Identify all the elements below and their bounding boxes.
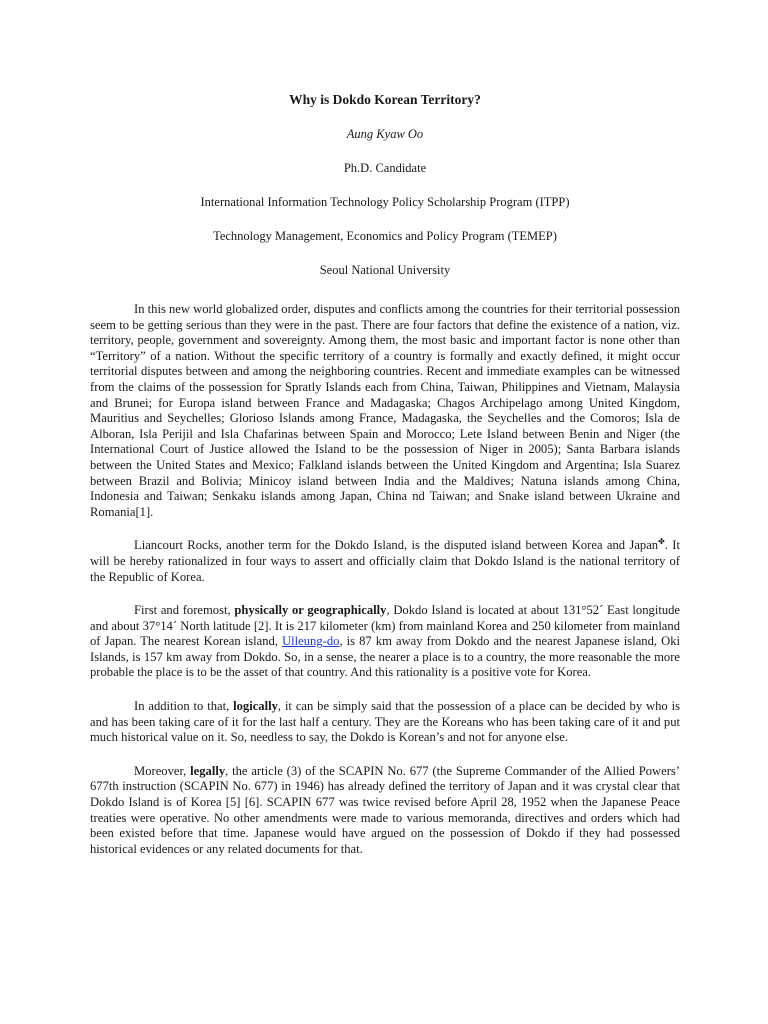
paragraph-logical (90, 699, 680, 746)
program-temep: Technology Management, Economics and Policy Program (TEMEP) (213, 229, 557, 243)
paragraph-text: Liancourt Rocks, another term for the Dokdo Island, is the disputed island between Korea and Japan (134, 538, 659, 553)
footnote-marker[interactable]: ✤ (658, 537, 665, 547)
paragraph-text: First and foremost, (134, 603, 235, 618)
paragraph-text: . It will be hereby rationalized in four ways to assert and officially claim that Dokdo Island is the national territory of the Republic of Korea. (90, 538, 680, 584)
document-title: Why is Dokdo Korean Territory? (289, 92, 481, 107)
paragraph-liancourt (90, 538, 680, 585)
paragraph-text: Moreover, (134, 763, 191, 778)
paragraph-text: In addition to that, (134, 699, 234, 714)
author-position: Ph.D. Candidate (343, 161, 427, 175)
emphasis-geographic: physically or geographically (234, 603, 387, 618)
author-name: Aung Kyaw Oo (346, 127, 424, 141)
program-itpp: International Information Technology Policy Scholarship Program (ITPP) (200, 195, 570, 209)
emphasis-logical: logically (233, 699, 278, 714)
paragraph-text: , is 87 km away from Dokdo and the nearest Japanese island, Oki Islands, is 157 km away from Dokdo. So, in a sense, the nearer a place is to a country, the more reasonable the more probable the place is to be the asset of that country. And this rationality is a positive vote for Korea. (90, 634, 680, 680)
ulleung-do-link[interactable]: Ulleung-do (282, 634, 340, 649)
emphasis-legal: legally (190, 763, 226, 778)
paragraph-text: , it can be simply said that the possession of a place can be decided by who is and has been taking care of it for the last half a century. They are the Koreans who has been taking care of it and put much historical value on it. So, needless to say, the Dokdo is Korean’s and not for anyone else. (90, 699, 680, 745)
university-name: Seoul National University (319, 263, 451, 277)
paragraph-geographic (90, 603, 680, 681)
paragraph-legal (90, 764, 680, 858)
paragraph-text: , the article (3) of the SCAPIN No. 677 (the Supreme Commander of the Allied Powers’ 677th instruction (SCAPIN No. 677) in 1946) has already defined the territory of Japan and it was crystal clear that Dokdo Island is of Korea [5] [6]. SCAPIN 677 was twice revised before April 28, 1952 when the Japanese Peace treaties were operative. No other amendments were made to various memoranda, directives and orders which had been existed before that time. Japanese would have argued on the possession of Dokdo if they had possessed historical evidences or any related documents for that. (90, 763, 680, 856)
paragraph-text: , Dokdo Island is located at about 131°52´ East longitude and about 37°14´ North latitude [2]. It is 217 kilometer (km) from mainland Korea and 250 kilometer from mainland of Japan. The nearest Korean island, (90, 603, 680, 649)
paragraph-introduction: In this new world globalized order, disputes and conflicts among the countries for their territorial possession seem to be getting serious than they were in the past. There are four factors that define the existence of a nation, viz. territory, people, government and sovereignty. Among them, the most basic and important factor is none other than “Territory” of a nation. Without the specific territory of a country is formally and exactly defined, it might occur territorial disputes between and among the neighboring countries. Recent and immediate examples can be witnessed from the claims of the possession for Spratly Islands each from China, Taiwan, Philippines and Vietnam, Malaysia and Brunei; for Europa island between France and Madagaska; Chagos Archipelago among United Kingdom, Mauritius and Seychelles; Glorioso Islands among France, Madagaska, the Seychelles and the Comoros; Isla de Alboran, Isla Perijil and Isla Chafarinas between Spain and Morocco; Lete Island between Benin and Niger (the International Court of Justice allowed the Island to be the possession of Niger in 2005); Santa Barbara islands between the United States and Mexico; Falkland islands between the United Kingdom and Argentina; Isla Suarez between Brazil and Bolivia; Minicoy island between India and the Maldives; Natuna islands among China, Indonesia and Taiwan; Senkaku islands among Japan, China nd Taiwan; and Snake island between Ukraine and Romania[1]. (90, 302, 680, 519)
